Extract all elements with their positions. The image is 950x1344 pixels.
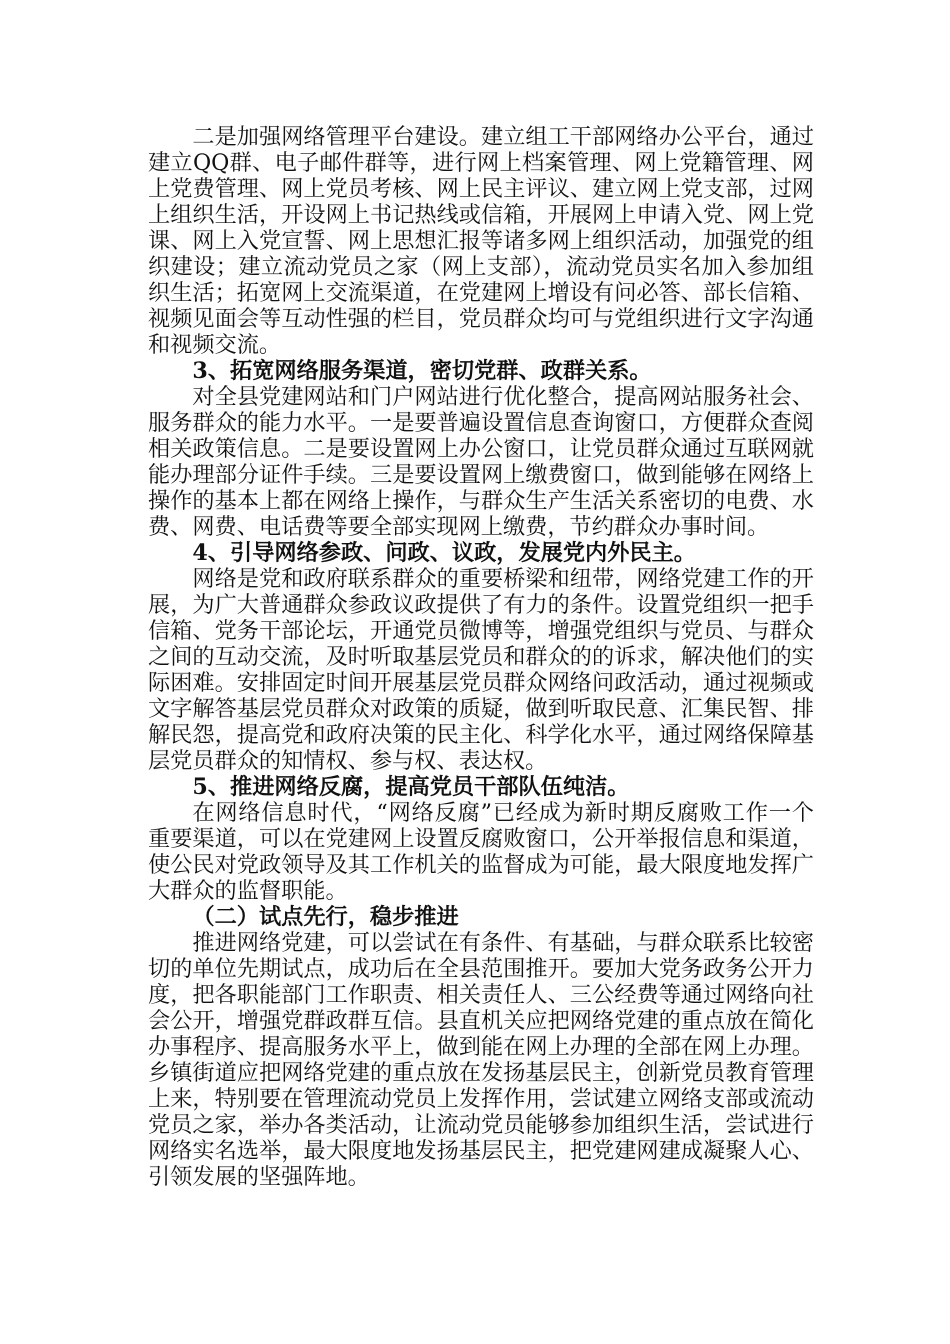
document-body — [148, 124, 814, 1190]
paragraph: 在网络信息时代，“网络反腐”已经成为新时期反腐败工作一个重要渠道，可以在党建网上设置反腐败窗口，公开举报信息和渠道，使公民对党政领导及其工作机关的监督成为可能，最大限度地发挥广大群众的监督职能。 — [148, 800, 814, 904]
paragraph: 对全县党建网站和门户网站进行优化整合，提高网站服务社会、服务群众的能力水平。一是要普遍设置信息查询窗口，方便群众查阅相关政策信息。二是要设置网上办公窗口，让党员群众通过互联网就能办理部分证件手续。三是要设置网上缴费窗口，做到能够在网络上操作的基本上都在网络上操作，与群众生产生活关系密切的电费、水费、网费、电话费等要全部实现网上缴费，节约群众办事时间。 — [148, 384, 814, 540]
section-heading: （二）试点先行，稳步推进 — [192, 904, 459, 930]
section-heading: 4、引导网络参政、问政、议政，发展党内外民主。 — [192, 540, 696, 566]
paragraph: 网络是党和政府联系群众的重要桥梁和纽带，网络党建工作的开展，为广大普通群众参政议政提供了有力的条件。设置党组织一把手信箱、党务干部论坛，开通党员微博等，增强党组织与党员、与群众之间的互动交流，及时听取基层党员和群众的的诉求，解决他们的实际困难。安排固定时间开展基层党员群众网络问政活动，通过视频或文字解答基层党员群众对政策的质疑，做到听取民意、汇集民智、排解民怨，提高党和政府决策的民主化、科学化水平，通过网络保障基层党员群众的知情权、参与权、表达权。 — [148, 566, 814, 774]
section-heading: 3、拓宽网络服务渠道，密切党群、政群关系。 — [192, 358, 652, 384]
section-heading: 5、推进网络反腐，提高党员干部队伍纯洁。 — [192, 774, 630, 800]
paragraph: 二是加强网络管理平台建设。建立组工干部网络办公平台，通过建立QQ群、电子邮件群等，进行网上档案管理、网上党籍管理、网上党费管理、网上党员考核、网上民主评议、建立网上党支部，过网上组织生活，开设网上书记热线或信箱，开展网上申请入党、网上党课、网上入党宣誓、网上思想汇报等诸多网上组织活动，加强党的组织建设；建立流动党员之家（网上支部），流动党员实名加入参加组织生活；拓宽网上交流渠道，在党建网上增设有问必答、部长信箱、视频见面会等互动性强的栏目，党员群众均可与党组织进行文字沟通和视频交流。 — [148, 124, 814, 358]
paragraph: 推进网络党建，可以尝试在有条件、有基础，与群众联系比较密切的单位先期试点，成功后在全县范围推开。要加大党务政务公开力度，把各职能部门工作职责、相关责任人、三公经费等通过网络向社会公开，增强党群政群互信。县直机关应把网络党建的重点放在简化办事程序、提高服务水平上，做到能在网上办理的全部在网上办理。乡镇街道应把网络党建的重点放在发扬基层民主，创新党员教育管理上来，特别要在管理流动党员上发挥作用，尝试建立网络支部或流动党员之家，举办各类活动，让流动党员能够参加组织生活，尝试进行网络实名选举，最大限度地发扬基层民主，把党建网建成凝聚人心、引领发展的坚强阵地。 — [148, 930, 814, 1190]
